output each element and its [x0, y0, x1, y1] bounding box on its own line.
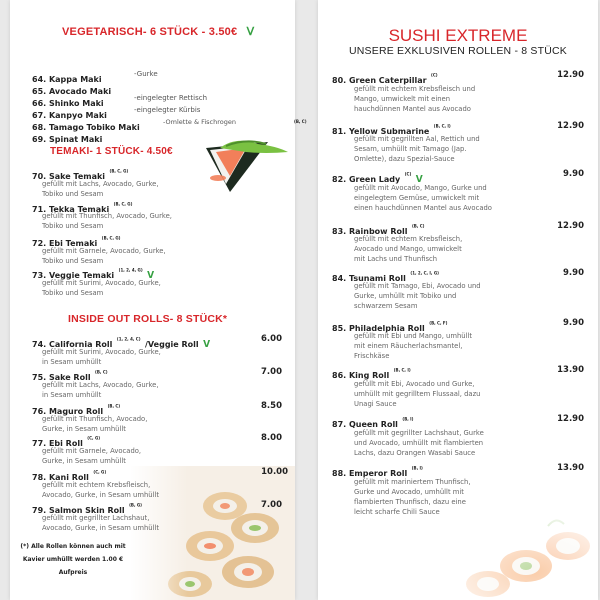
item-name: 77. Ebi Roll: [32, 439, 83, 448]
item-name: 70. Sake Temaki: [32, 172, 106, 181]
item-price: 12.90: [557, 70, 584, 80]
item-name: 69. Spinat Maki: [32, 135, 103, 144]
item-description: gefüllt mit echtem Krebsfleisch und Mango, umwickelt mit einen hauchdünnen Mantel aus Avocado: [354, 85, 476, 113]
item-description: gefüllt mit Tamago, Ebi, Avocado und Gurke, umhüllt mit Tobiko und schwarzem Sesam: [354, 282, 481, 310]
item-name: 79. Salmon Skin Roll: [32, 506, 125, 515]
allergen-code: (1, 2, 4, G): [118, 267, 143, 273]
item-price: 7.00: [261, 367, 282, 377]
item-price: 7.00: [261, 500, 282, 510]
allergen-code: (C, G): [93, 469, 107, 475]
left-menu-panel: [10, 0, 307, 600]
vegetarian-section-title: [62, 25, 254, 38]
item-name: 64. Kappa Maki: [32, 75, 102, 84]
item-name: 87. Queen Roll: [332, 420, 398, 429]
item-description: gefüllt mit Thunfisch, Avocado, Gurke, Tobiko und Sesam: [42, 212, 172, 230]
item-price: 12.90: [557, 414, 584, 424]
item-description: gefüllt mit Surimi, Avocado, Gurke, in Sesam umhüllt: [42, 348, 161, 366]
allergen-code: (B, C, I): [393, 367, 411, 373]
item-name: 71. Tekka Temaki: [32, 205, 110, 214]
item-description: gefüllt mit Thunfisch, Avocado, Gurke, in Sesam umhüllt: [42, 415, 148, 433]
item-name: 73. Veggie Temaki: [32, 271, 115, 280]
allergen-code: (B, C, G): [113, 201, 133, 207]
veggie-leaf-icon: ᐯ: [147, 270, 155, 280]
item-description: gefüllt mit Lachs, Avocado, Gurke, Tobiko und Sesam: [42, 180, 159, 198]
allergen-code: (B, C): [294, 119, 307, 124]
item-name: 84. Tsunami Roll: [332, 274, 406, 283]
footnote: (*) Alle Rollen können auch mit Kavier umhüllt werden 1.00 € Aufpreis: [20, 543, 126, 576]
item-name: 67. Kanpyo Maki: [32, 111, 107, 120]
right-menu-panel: [318, 0, 598, 600]
item-name: 82. Green Lady: [332, 175, 401, 184]
item-description: gefüllt mit Lachs, Avocado, Gurke, in Sesam umhüllt: [42, 381, 159, 399]
item-price: 9.90: [563, 268, 584, 278]
page-title: SUSHI EXTREME: [388, 26, 528, 45]
orange-roll-image: [438, 506, 598, 600]
item-description: gefüllt mit gegrillter Lachshaut, Avocado, Gurke, in Sesam umhüllt: [42, 514, 160, 532]
allergen-code: (B, C): [411, 223, 425, 229]
allergen-code: (B, C, G): [101, 235, 121, 241]
item-price: 9.90: [563, 169, 584, 179]
allergen-code: (B, I): [411, 465, 423, 471]
item-name: 76. Maguro Roll: [32, 407, 104, 416]
item-price: 12.90: [557, 121, 584, 131]
item-price: 6.00: [261, 334, 282, 344]
item-description: gefüllt mit Ebi, Avocado und Gurke, umhüllt mit gegrilltem Flussaal, dazu Unagi Sauce: [354, 380, 481, 408]
item-price: 13.90: [557, 463, 584, 473]
item-name: 80. Green Caterpillar: [332, 76, 427, 85]
page-subtitle: UNSERE EXKLUSIVEN ROLLEN - 8 STÜCK: [348, 45, 568, 57]
item-name: 85. Philadelphia Roll: [332, 324, 425, 333]
item-name: 65. Avocado Maki: [32, 87, 112, 96]
item-note: -eingelegter Kürbis: [134, 106, 201, 114]
item-name: 74. California Roll: [32, 340, 113, 349]
insideout-section-title: INSIDE OUT ROLLS- 8 STÜCK*: [68, 313, 228, 325]
item-price: 8.00: [261, 433, 282, 443]
item-price: 13.90: [557, 365, 584, 375]
allergen-code: (B, C): [107, 403, 121, 409]
item-name: 83. Rainbow Roll: [332, 227, 408, 236]
veggie-roll-label: /Veggie Roll: [145, 340, 199, 349]
item-description: gefüllt mit echtem Krebsfleisch, Avocado und Mango, umwickelt mit Lachs und Thunfisch: [354, 235, 463, 263]
veggie-leaf-icon: ᐯ: [203, 339, 211, 349]
allergen-code: (B, C, F): [429, 320, 448, 326]
item-name: 78. Kani Roll: [32, 473, 89, 482]
allergen-code: (B, I): [402, 416, 414, 422]
allergen-code: (C): [431, 72, 438, 78]
vegetarian-title-text: VEGETARISCH- 6 STÜCK - 3.50€: [62, 26, 238, 38]
item-description: gefüllt mit gegrillten Aal, Rettich und Sesam, umhüllt mit Tamago (Jap. Omlette), dazu Spezial-Sauce: [354, 135, 480, 163]
veggie-leaf-icon: ᐯ: [415, 174, 423, 184]
temaki-section-title: TEMAKI- 1 STÜCK- 4.50€: [50, 146, 173, 157]
allergen-code: (1, 2, C, I, G): [410, 270, 439, 276]
allergen-code: (1, 2, 4, C): [116, 336, 141, 342]
allergen-code: (B, G): [129, 502, 142, 508]
item-price: 10.00: [261, 467, 288, 477]
temaki-cone-image: [196, 136, 296, 194]
allergen-code: (C): [404, 171, 412, 177]
item-description: gefüllt mit Avocado, Mango, Gurke und eingelegtem Gemüse, umwickelt mit einen hauchdünnen Mantel aus Avocado: [354, 184, 492, 212]
item-description: gefüllt mit mariniertem Thunfisch, Gurke und Avocado, umhüllt mit flambierten Thunfisch, dazu eine leicht scharfe Chili Sauce: [354, 478, 471, 516]
item-name: 72. Ebi Temaki: [32, 239, 98, 248]
item-price: 9.90: [563, 318, 584, 328]
item-note: -Gurke: [134, 70, 158, 78]
allergen-code: (B, C, G): [109, 168, 129, 174]
item-price: 8.50: [261, 401, 282, 411]
veggie-leaf-icon: ᐯ: [246, 26, 255, 38]
allergen-code: (B, C, I): [433, 123, 451, 129]
item-description: gefüllt mit Ebi und Mango, umhüllt mit einem Räucherlachsmantel, Frischkäse: [354, 332, 472, 360]
item-price: 12.90: [557, 221, 584, 231]
item-name: 81. Yellow Submarine: [332, 127, 430, 136]
item-name: 75. Sake Roll: [32, 373, 91, 382]
item-description: gefüllt mit Garnele, Avocado, Gurke, Tobiko und Sesam: [42, 247, 166, 265]
item-name: 66. Shinko Maki: [32, 99, 104, 108]
allergen-code: (B, C): [95, 369, 108, 375]
item-name: 86. King Roll: [332, 371, 390, 380]
item-description: gefüllt mit gegrillter Lachshaut, Gurke und Avocado, umhüllt mit flambierten Lachs, dazu Orangen Wasabi Sauce: [354, 429, 484, 457]
item-note: -eingelegter Rettisch: [134, 94, 208, 102]
allergen-code: (C, G): [87, 435, 101, 441]
item-description: gefüllt mit Garnele, Avocado, Gurke, in Sesam umhüllt: [42, 447, 142, 465]
item-description: gefüllt mit echtem Krebsfleisch, Avocado, Gurke, in Sesam umhüllt: [42, 481, 160, 499]
item-note: -Omlette & Fischrogen: [163, 118, 236, 126]
item-name: 88. Emperor Roll: [332, 469, 408, 478]
item-name: 68. Tamago Tobiko Maki: [32, 123, 140, 132]
item-description: gefüllt mit Surimi, Avocado, Gurke, Tobiko und Sesam: [42, 279, 161, 297]
